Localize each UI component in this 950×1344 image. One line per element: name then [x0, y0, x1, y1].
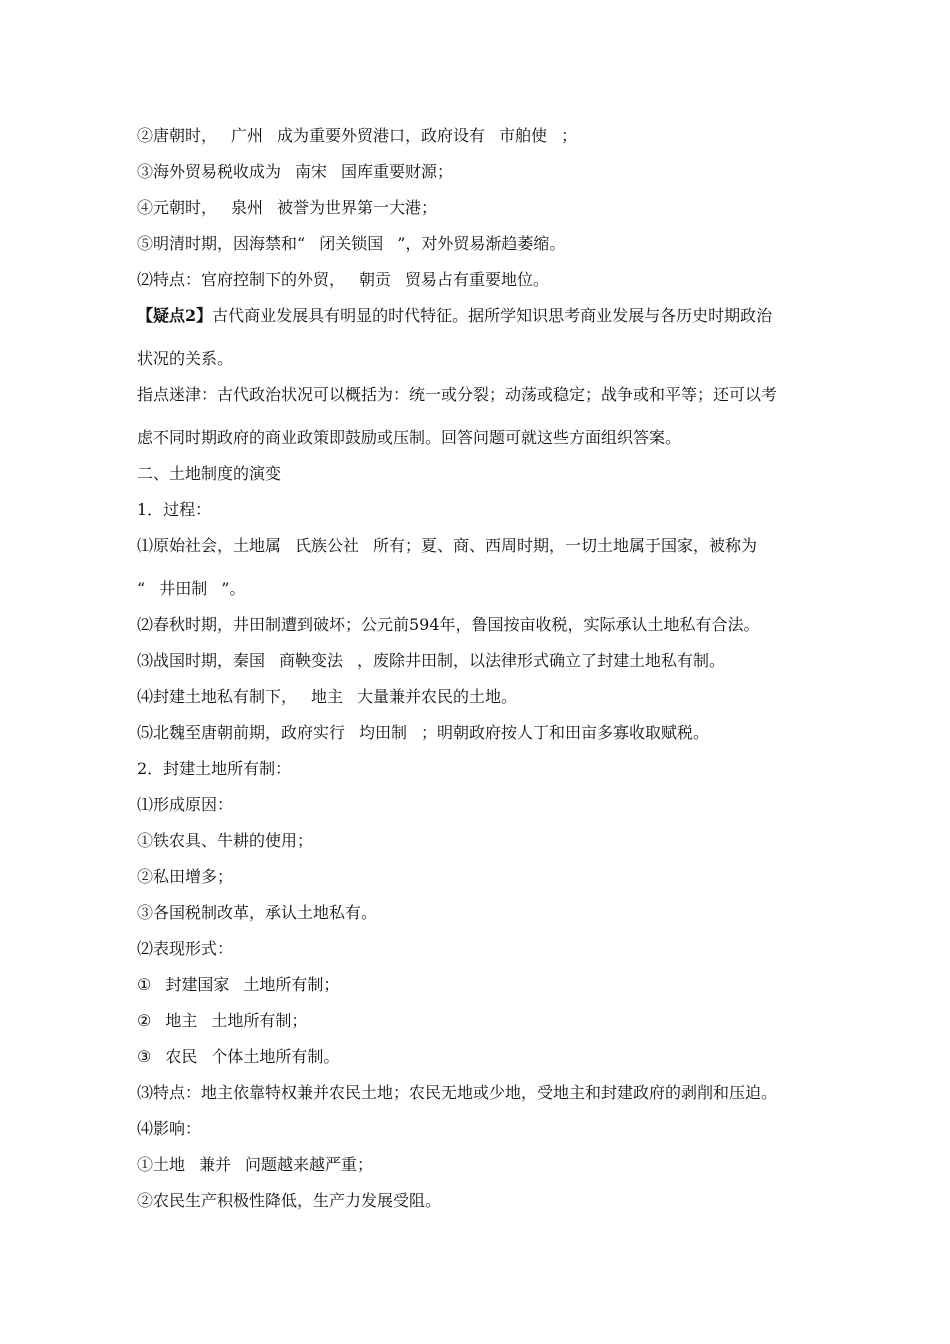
fill-blank: 封建国家 — [165, 975, 230, 994]
text-line: ②农民生产积极性降低，生产力发展受阻。 — [137, 1191, 442, 1210]
text-line: ④元朝时， 泉州 被誉为世界第一大港； — [137, 196, 827, 220]
fill-blank: 南宋 — [295, 162, 328, 181]
fill-blank: 市舶使 — [499, 126, 548, 145]
text-line: ⑴形成原因： — [137, 795, 234, 814]
text-line: ②私田增多； — [137, 867, 234, 886]
text-line: ⑷影响： — [137, 1119, 202, 1138]
text-line: ③海外贸易税收成为 南宋 国库重要财源； — [137, 160, 827, 184]
text-line: ⑶战国时期，秦国 商鞅变法 ，废除井田制，以法律形式确立了封建土地私有制。 — [137, 649, 827, 673]
fill-blank: 均田制 — [359, 723, 408, 742]
fill-blank: 兼并 — [199, 1155, 232, 1174]
text-line: ⑵春秋时期，井田制遭到破坏；公元前594年，鲁国按亩收税，实际承认土地私有合法。 — [137, 615, 760, 634]
fill-blank: 地主 — [311, 687, 344, 706]
text-line: ⑴原始社会，土地属 氏族公社 所有；夏、商、西周时期，一切土地属于国家，被称为 — [137, 534, 827, 558]
section-heading: 二、土地制度的演变 — [137, 464, 282, 483]
fill-blank: 井田制 — [159, 579, 208, 598]
text-line: ⑷封建土地私有制下， 地主 大量兼并农民的土地。 — [137, 685, 827, 709]
text-line: ①土地 兼并 问题越来越严重； — [137, 1153, 827, 1177]
document-page — [137, 124, 827, 1213]
text-line: ⑤明清时期，因海禁和“ 闭关锁国 ”，对外贸易渐趋萎缩。 — [137, 232, 827, 256]
text-line: 1．过程： — [137, 500, 212, 519]
text-line: “ 井田制 ”。 — [137, 577, 827, 601]
text-line: ⑸北魏至唐朝前期，政府实行 均田制 ；明朝政府按人丁和田亩多寡收取赋税。 — [137, 721, 827, 745]
text-line: ①铁农具、牛耕的使用； — [137, 831, 314, 850]
text-line: ②唐朝时， 广州 成为重要外贸港口，政府设有 市舶使 ； — [137, 124, 827, 148]
text-line: ③ 农民 个体土地所有制。 — [137, 1045, 827, 1069]
text-line: ⑶特点：地主依靠特权兼并农民土地；农民无地或少地，受地主和封建政府的剥削和压迫。 — [137, 1083, 778, 1102]
text-line: 2．封建土地所有制： — [137, 759, 292, 778]
fill-blank: 地主 — [165, 1011, 198, 1030]
text-line: ⑵特点：官府控制下的外贸， 朝贡 贸易占有重要地位。 — [137, 268, 827, 292]
fill-blank: 氏族公社 — [295, 536, 360, 555]
fill-blank: 朝贡 — [359, 270, 392, 289]
fill-blank: 商鞅变法 — [279, 651, 344, 670]
doubt-point-label: 【疑点2】 — [137, 306, 213, 325]
text-line: 指点迷津：古代政治状况可以概括为：统一或分裂；动荡或稳定；战争或和平等；还可以考 — [137, 385, 778, 404]
fill-blank: 闭关锁国 — [319, 234, 384, 253]
text-line: ③各国税制改革，承认土地私有。 — [137, 903, 378, 922]
text-line: ① 封建国家 土地所有制； — [137, 973, 827, 997]
fill-blank: 广州 — [231, 126, 264, 145]
text-line: ⑵表现形式： — [137, 939, 234, 958]
fill-blank: 泉州 — [231, 198, 264, 217]
text-line: 状况的关系。 — [137, 349, 234, 368]
text-line: ② 地主 土地所有制； — [137, 1009, 827, 1033]
fill-blank: 农民 — [165, 1047, 198, 1066]
text-line: 虑不同时期政府的商业政策即鼓励或压制。回答问题可就这些方面组织答案。 — [137, 428, 682, 447]
text-line: 【疑点2】古代商业发展具有明显的时代特征。据所学知识思考商业发展与各历史时期政治 — [137, 306, 773, 325]
